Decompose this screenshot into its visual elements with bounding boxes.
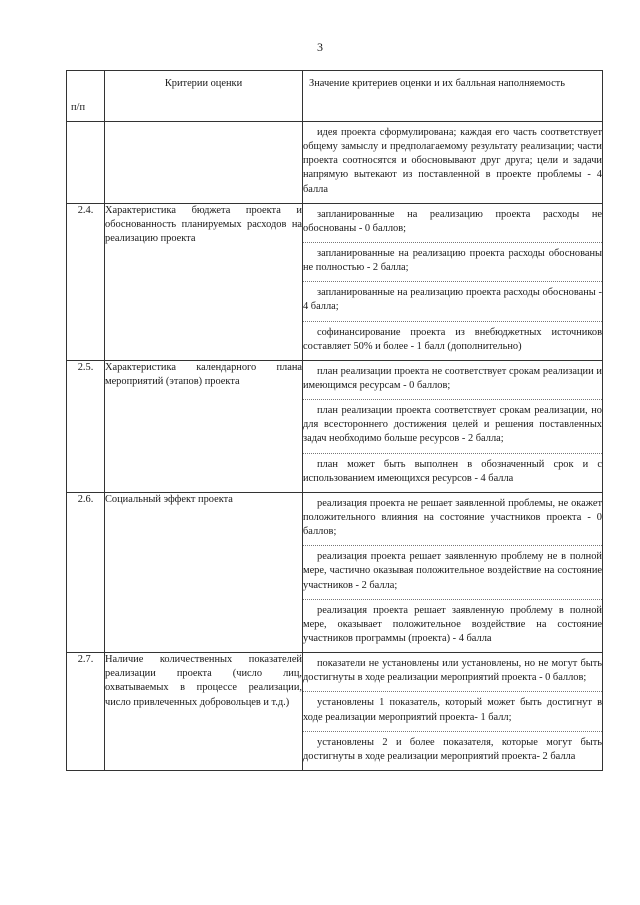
row-values-cell	[303, 492, 603, 652]
table-row-2-4	[67, 203, 603, 360]
row-number: 2.6.	[67, 492, 105, 652]
row-number: 2.5.	[67, 360, 105, 492]
value-entry: запланированные на реализацию проекта расходы обоснованы - 4 балла;	[303, 282, 602, 321]
row-values-cell	[303, 203, 603, 360]
value-entry: запланированные на реализацию проекта расходы обоснованы не полностью - 2 балла;	[303, 243, 602, 282]
row-criterion-cell	[105, 122, 303, 204]
value-entry: реализация проекта решает заявленную проблему не в полной мере, частично оказывая положительное воздействие на состояние участников - 2 балла;	[303, 546, 602, 599]
table-row-2-5	[67, 360, 603, 492]
table-header-row	[67, 71, 603, 122]
header-value	[303, 71, 603, 122]
value-entry: план реализации проекта соответствует срокам реализации, но для всестороннего достижения целей и решения поставленных задач необходимо больше ресурсов - 2 балла;	[303, 400, 602, 453]
row-criterion: Наличие количественных показателей реализации проекта (число лиц, охватываемых в процессе реализации, число привлеченных добровольцев и т.д.)	[105, 653, 303, 771]
row-values-cell	[303, 653, 603, 771]
table-row-2-7	[67, 653, 603, 771]
table-row-continuation	[67, 122, 603, 204]
row-values-cell	[303, 360, 603, 492]
value-entry: софинансирование проекта из внебюджетных источников составляет 50% и более - 1 балл (дополнительно)	[303, 326, 602, 352]
row-criterion: Характеристика календарного плана мероприятий (этапов) проекта	[105, 360, 303, 492]
row-number: 2.4.	[67, 203, 105, 360]
value-entry: установлены 2 и более показателя, которые могут быть достигнуты в ходе реализации мероприятий проекта- 2 балла	[303, 736, 602, 762]
row-values-cell	[303, 122, 603, 204]
value-entry: показатели не установлены или установлены, но не могут быть достигнуты в ходе реализации мероприятий проекта - 0 баллов;	[303, 653, 602, 692]
value-entry: установлены 1 показатель, который может быть достигнут в ходе реализации мероприятий проекта- 1 балл;	[303, 692, 602, 731]
value-entry: план реализации проекта не соответствует срокам реализации и имеющимся ресурсам - 0 баллов;	[303, 361, 602, 400]
row-criterion: Характеристика бюджета проекта и обоснованность планируемых расходов на реализацию проекта	[105, 203, 303, 360]
value-entry: реализация проекта решает заявленную проблему в полной мере, оказывает положительное воздействие на состояние участников программы (проекта) - 4 балла	[303, 604, 602, 644]
criteria-table	[66, 70, 603, 771]
header-criteria: Критерии оценки	[105, 71, 303, 122]
row-criterion: Социальный эффект проекта	[105, 492, 303, 652]
page-number: 3	[317, 40, 323, 54]
value-entry: план может быть выполнен в обозначенный срок и с использованием имеющихся ресурсов - 4 балла	[303, 458, 602, 484]
value-entry: идея проекта сформулирована; каждая его часть соответствует общему замыслу и предполагаемому результату реализации; части проекта соотносятся и обосновывают друг друга; цели и задачи напрямую вытекают из поставленной в проекте проблемы - 4 балла	[303, 127, 602, 195]
value-entry: реализация проекта не решает заявленной проблемы, не окажет положительного влияния на состояние участников проекта - 0 баллов;	[303, 493, 602, 546]
row-number-cell	[67, 122, 105, 204]
table-row-2-6	[67, 492, 603, 652]
row-number: 2.7.	[67, 653, 105, 771]
header-value-text: Значение критериев оценки и их балльная наполняемость	[309, 78, 565, 89]
header-number: п/п	[67, 71, 105, 122]
value-entry: запланированные на реализацию проекта расходы не обоснованы - 0 баллов;	[303, 204, 602, 243]
